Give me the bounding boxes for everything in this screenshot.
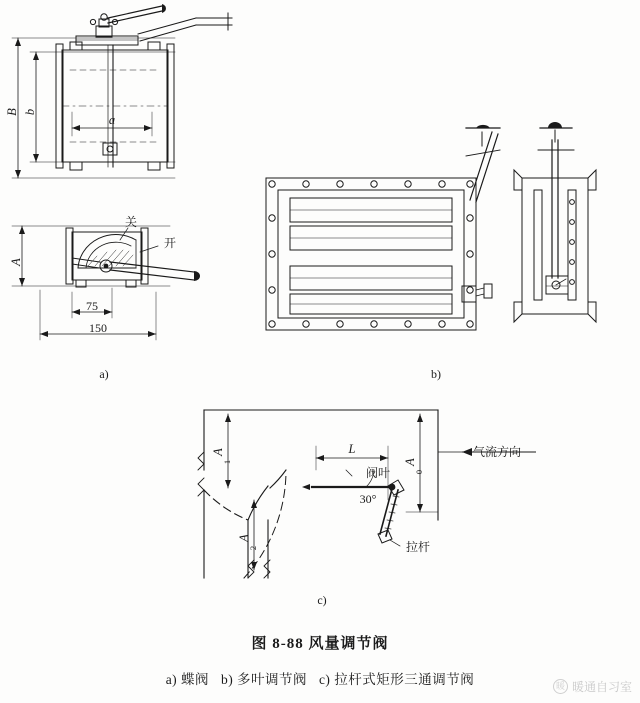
flange-bolts — [269, 181, 473, 327]
caption-item-c: c) 拉杆式矩形三通调节阀 — [318, 672, 475, 687]
dim-label-A2: A — [237, 534, 251, 542]
watermark-text: 暖通自习室 — [571, 680, 632, 694]
label-rod: 拉杆 — [405, 540, 431, 554]
label-open: 开 — [163, 236, 177, 250]
label-closed: 关 — [124, 215, 138, 229]
figure-caption-items — [0, 668, 640, 688]
dim-label-75: 75 — [86, 299, 98, 313]
panel-a-label: a) — [99, 367, 109, 381]
panel-c-label: c) — [317, 593, 327, 607]
dim-label-A1: A — [211, 448, 225, 456]
watermark — [553, 678, 632, 695]
panel-b-front-view — [266, 125, 500, 330]
dim-label-a: a — [108, 113, 116, 127]
blade-pivots — [570, 200, 575, 285]
dim-label-B: B — [5, 108, 19, 116]
watermark-logo: 暖 — [553, 679, 568, 694]
dim-label-A2-sub: 2 — [248, 545, 258, 551]
caption-item-a: a) 蝶阀 — [165, 672, 210, 687]
dim-label-L: L — [348, 442, 356, 456]
panel-a-top-view — [12, 4, 232, 178]
caption-item-b: b) 多叶调节阀 — [220, 672, 308, 687]
label-airflow: 气流方向 — [472, 445, 522, 459]
dim-label-b: b — [23, 108, 37, 116]
panel-b-label: b) — [431, 367, 441, 381]
label-blade: 阀叶 — [365, 466, 391, 480]
figure-caption-title: 图 8-88 风量调节阀 — [251, 636, 389, 652]
dim-label-A1-sub: 1 — [222, 459, 232, 465]
panel-b-side-view — [514, 122, 596, 322]
label-angle: 30° — [359, 492, 377, 506]
dim-label-A0-sub: 0 — [414, 469, 424, 475]
dim-label-A: A — [9, 258, 23, 266]
dim-label-150: 150 — [89, 321, 107, 335]
dim-label-A0: A — [403, 458, 417, 466]
